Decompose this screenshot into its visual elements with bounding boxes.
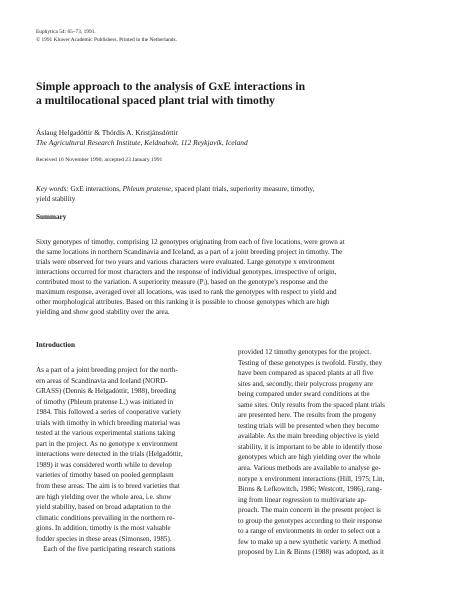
affiliation: The Agricultural Research Institute, Keldnaholt, 112 Reykjavík, Iceland — [36, 138, 248, 147]
article-title — [36, 80, 426, 108]
body-line: to a range of environments in order to select out a — [238, 527, 380, 536]
body-line: area. Various methods are available to analyse ge- — [238, 464, 381, 473]
summary-line: trials were observed for two years and various characters were evaluated. Large genotype x environment — [36, 258, 335, 266]
body-line: to group the genotypes according to their response — [238, 516, 383, 525]
summary-line: yielding and show good stability over the area. — [36, 308, 170, 316]
summary-line: maximum response, averaged over all locations, was used to rank the genotypes with respect to yield and — [36, 288, 337, 296]
body-line: have been compared as spaced plants at all five — [238, 369, 374, 378]
summary-heading: Summary — [36, 213, 67, 221]
body-line: trials with timothy in which breeding material was — [36, 418, 181, 427]
summary-line: other morphological attributes. Based on this ranking it is possible to choose genotypes which are high — [36, 298, 330, 306]
keywords-italic: Phleum pratense — [122, 185, 172, 193]
body-line: are presented here. The results from the progeny — [238, 411, 377, 420]
journal-header — [36, 28, 177, 44]
body-line: from these areas. The aim is to breed varieties that — [36, 482, 180, 491]
body-line: Binns & Lefkowitch, 1986; Westcott, 1986), rang- — [238, 485, 382, 494]
body-line: testing trials will be presented when they become — [238, 421, 379, 430]
summary-line: the same locations in northern Scandinavia and Iceland, as a part of a joint breeding project in timothy. The — [36, 248, 343, 256]
introduction-heading: Introduction — [36, 341, 76, 349]
body-line: notype x environment interactions (Hill, 1975; Lin, — [238, 474, 385, 483]
body-line: provided 12 timothy genotypes for the project. — [238, 348, 372, 356]
title-line: Simple approach to the analysis of GxE interactions in — [36, 80, 306, 93]
body-line: ing from linear regression to multivariate ap- — [238, 495, 367, 504]
summary-body — [36, 237, 428, 317]
body-line: Each of the five participating research stations — [36, 545, 176, 554]
body-line: 1984. This followed a series of cooperative variety — [36, 408, 182, 417]
body-line: gions. In addition, timothy is the most valuable — [36, 524, 171, 533]
body-line: fodder species in these areas (Simonsen, 1985). — [36, 534, 172, 543]
keywords-text: , spaced plant trials, superiority measure, timothy, — [171, 185, 315, 193]
introduction-left-column — [36, 365, 224, 555]
body-line: GRASS) (Dennis & Helgadóttir, 1988), breeding — [36, 387, 176, 396]
body-line: tested at the various experimental stations taking — [36, 429, 176, 438]
body-line: proposed by Lin & Binns (1988) was adopted, as it — [238, 548, 384, 557]
title-line: a multilocational spaced plant trial with timothy — [36, 94, 275, 107]
authors: Áslaug Helgadóttir & Thórdís A. Kristjánsdóttir — [36, 128, 178, 137]
body-line: yield stability, based on broad adaptation to the — [36, 503, 171, 512]
body-line: varieties of timothy based on pooled germplasm — [36, 471, 174, 480]
body-line: of timothy (Phleum pratense L.) was initiated in — [36, 397, 174, 406]
body-line: ern areas of Scandinavia and Iceland (NORD- — [36, 376, 168, 385]
body-line: being compared under sward conditions at the — [238, 390, 370, 399]
journal-copyright: © 1991 Kluwer Academic Publishers. Printed in the Netherlands. — [36, 37, 177, 43]
body-line: climatic conditions prevailing in the northern re- — [36, 513, 175, 522]
body-line: interactions were detected in the trials (Helgadóttir, — [36, 450, 183, 459]
body-line: genotypes which are high yielding over the whole — [238, 453, 381, 462]
body-line: As a part of a joint breeding project for the north- — [36, 366, 178, 374]
received-date: Received 16 November 1990; accepted 23 January 1991 — [36, 157, 163, 163]
body-line: proach. The main concern in the present project is — [238, 506, 381, 515]
body-line: Testing of these genotypes is twofold. Firstly, they — [238, 358, 383, 367]
body-line: stability, it is important to be able to identify those — [238, 442, 382, 451]
keywords — [36, 184, 426, 204]
introduction-right-column — [238, 347, 426, 558]
body-line: part in the project. As no genotype x environment — [36, 439, 178, 448]
keywords-text: yield stability — [36, 195, 76, 203]
body-line: 1989) it was considered worth while to develop — [36, 460, 172, 469]
keywords-label: Key words: — [36, 185, 69, 193]
body-line: same sites. Only results from the spaced plant trials — [238, 400, 385, 409]
body-line: available. As the main breeding objective is yield — [238, 432, 379, 441]
summary-line: contributed most to the variation. A superiority measure (Pᵢ), based on the genotype's response and the — [36, 278, 328, 286]
summary-line: Sixty genotypes of timothy, comprising 12 genotypes originating from each of five locations, were grown at — [36, 238, 345, 246]
keywords-text: GxE interactions, — [68, 185, 123, 193]
body-line: are high yielding over the whole area, i.e. show — [36, 492, 172, 501]
summary-line: interactions occurred for most characters and the response of individual genotypes, irrespective of origin, — [36, 268, 337, 276]
body-line: sites and, secondly, their polycross progeny are — [238, 379, 373, 388]
journal-citation: Euphytica 54: 65–73, 1991. — [36, 29, 96, 35]
body-line: few to make up a new synthetic variety. A method — [238, 537, 381, 546]
